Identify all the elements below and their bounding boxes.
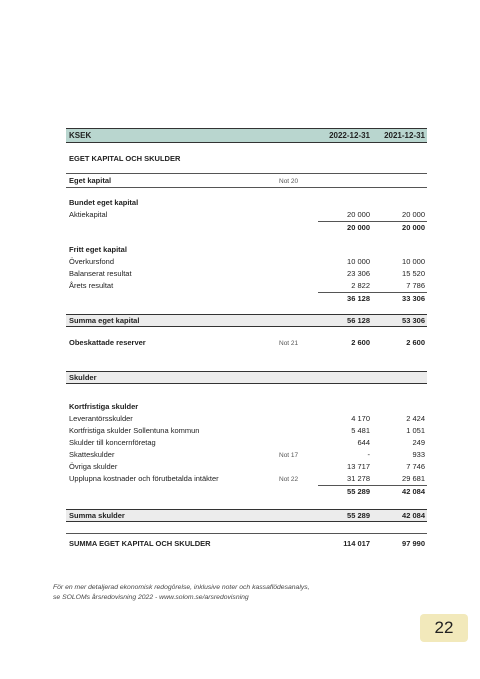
obeskattade-row [66,337,427,349]
section-title: EGET KAPITAL OCH SKULDER [69,154,181,163]
note-ref: Not 22 [279,476,299,483]
page-number-box [420,614,468,642]
value-2021: 1 051 [406,426,425,435]
obeskattade-label: Obeskattade reserver [69,338,146,347]
row-label: Överkursfond [69,257,115,266]
value-2022: 644 [357,438,370,447]
row-label: Balanserat resultat [69,269,132,278]
total-2021: 97 990 [402,539,425,548]
eget-kapital-row [66,175,427,187]
row-label: Aktiekapital [69,210,108,219]
row-label: Leverantörsskulder [69,414,133,423]
value-2022: 55 289 [347,511,370,520]
fritt-title-row [66,244,427,256]
note-ref: Not 21 [279,340,299,347]
skulder-label: Skulder [69,373,97,382]
bundet-sum-row [66,222,427,234]
footnote-line: För en mer detaljerad ekonomisk redogörelse, inklusive noter och kassaflödesanalys, [53,584,310,591]
value-2022: 56 128 [347,316,370,325]
sum-2021: 20 000 [402,223,425,232]
summa-eget-kapital-row [66,314,427,327]
value-2022: 2 822 [351,281,370,290]
row-label: Övriga skulder [69,462,118,471]
value-2022: 10 000 [347,257,370,266]
table-row [66,425,427,437]
value-2021: 7 746 [406,462,425,471]
value-2022: - [367,450,370,459]
note-ref: Not 20 [279,178,299,185]
note-ref: Not 17 [279,452,299,459]
value-2021: 249 [412,438,425,447]
value-2021: 15 520 [402,269,425,278]
bundet-title: Bundet eget kapital [69,198,139,207]
table-row [66,413,427,425]
total-2022: 114 017 [343,539,370,548]
kortfristiga-sum-row [66,486,427,498]
row-label: Skulder till koncernföretag [69,438,156,447]
sum-2022: 20 000 [347,223,370,232]
sum-2021: 42 084 [402,487,425,496]
value-2022: 23 306 [347,269,370,278]
value-2021: 933 [412,450,425,459]
eget-kapital-label: Eget kapital [69,176,112,185]
value-2021: 10 000 [402,257,425,266]
value-2022: 20 000 [347,210,370,219]
sum-2021: 33 306 [402,294,425,303]
table-row [66,461,427,473]
footnote-line: se SOLOMs årsredovisning 2022 - www.solom.se/arsredovisning [53,594,249,601]
summa-eget-kapital-label: Summa eget kapital [69,316,140,325]
table-header [66,128,427,143]
unit-label: KSEK [69,131,92,140]
value-2021: 29 681 [402,474,425,483]
value-2021: 53 306 [402,316,425,325]
divider [66,187,427,188]
value-2021: 2 600 [406,338,425,347]
value-2022: 31 278 [347,474,370,483]
row-label: Årets resultat [69,281,114,290]
year-2022-header: 2022-12-31 [329,131,370,140]
divider [66,533,427,534]
fritt-sum-row [66,293,427,305]
fritt-title: Fritt eget kapital [69,245,127,254]
total-label: SUMMA EGET KAPITAL OCH SKULDER [69,539,211,548]
sum-2022: 55 289 [347,487,370,496]
value-2022: 2 600 [351,338,370,347]
summa-skulder-row [66,509,427,522]
value-2022: 4 170 [351,414,370,423]
table-row [66,437,427,449]
row-label: Skatteskulder [69,450,115,459]
divider [66,173,427,174]
summa-skulder-label: Summa skulder [69,511,125,520]
value-2021: 20 000 [402,210,425,219]
table-row [66,473,427,485]
skulder-row [66,371,427,384]
table-row [66,268,427,280]
footnote [53,583,373,603]
value-2021: 2 424 [406,414,425,423]
row-label: Kortfristiga skulder Sollentuna kommun [69,426,200,435]
value-2021: 7 786 [406,281,425,290]
page-number: 22 [434,618,454,637]
table-row [66,280,427,292]
value-2022: 5 481 [351,426,370,435]
total-row [66,538,427,550]
value-2022: 13 717 [347,462,370,471]
value-2021: 42 084 [402,511,425,520]
section-title-row [66,153,427,165]
kortfristiga-title: Kortfristiga skulder [69,402,139,411]
row-label: Upplupna kostnader och förutbetalda intäkter [69,474,219,483]
sum-2022: 36 128 [347,294,370,303]
table-row [66,256,427,268]
kortfristiga-title-row [66,401,427,413]
bundet-title-row [66,197,427,209]
table-row [66,209,427,221]
year-2021-header: 2021-12-31 [384,131,425,140]
table-row [66,449,427,461]
